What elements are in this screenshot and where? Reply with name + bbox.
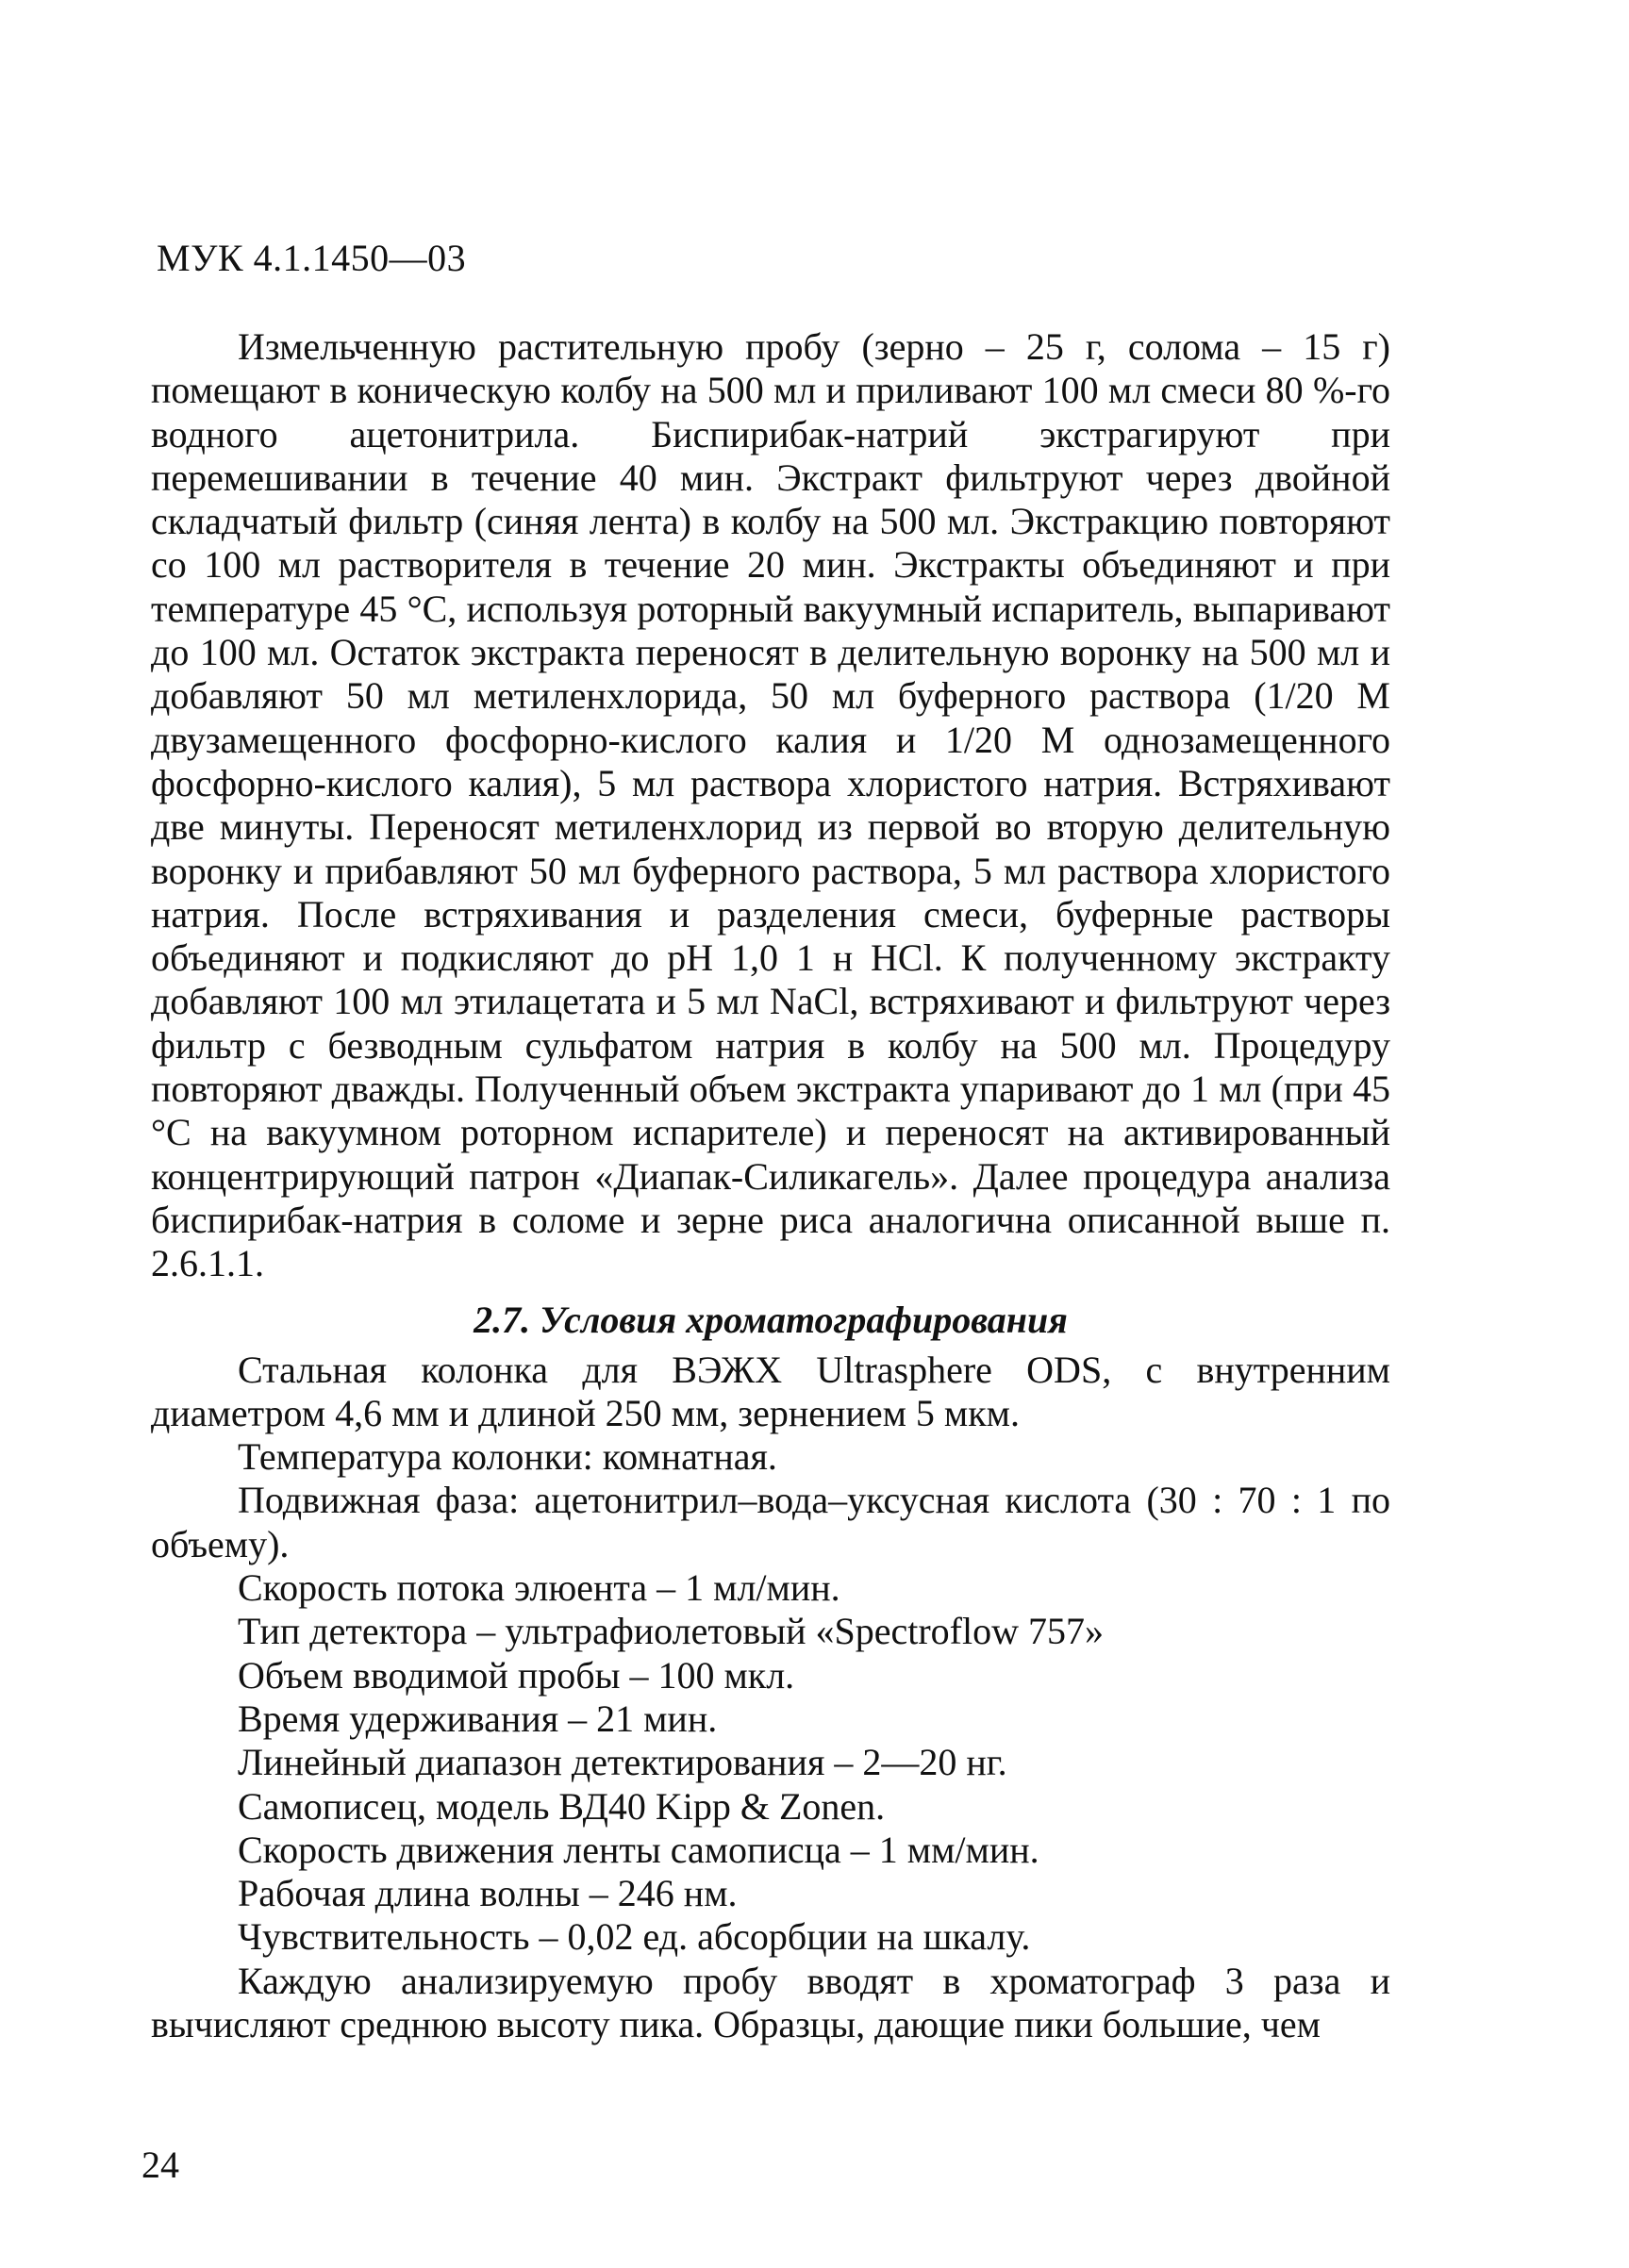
condition-column-temperature: Температура колонки: комнатная. (238, 1435, 777, 1479)
page-body (151, 325, 1390, 2046)
condition-detector: Тип детектора – ультрафиолетовый «Spectroflow 757» (238, 1610, 1104, 1653)
extraction-paragraph: Измельченную растительную пробу (зерно – 25 г, солома – 15 г) помещают в коническую колбу на 500 мл и приливают 100 мл смеси 80 %-го водного ацетонитрила. Биспирибак-натрий экстрагируют при перемешивании в течение 40 мин. Экстракт фильтруют через двойной складчатый фильтр (синяя лента) в колбу на 500 мл. Экстракцию повторяют со 100 мл растворителя в течение 20 мин. Экстракты объединяют и при температуре 45 °С, используя роторный вакуумный испаритель, выпаривают до 100 мл. Остаток экстракта переносят в делительную воронку на 500 мл и добавляют 50 мл метиленхлорида, 50 мл буферного раствора (1/20 М двузамещенного фосфорно-кислого калия и 1/20 М однозамещенного фосфорно-кислого калия), 5 мл раствора хлористого натрия. Встряхивают две минуты. Переносят метиленхлорид из первой во вторую делительную воронку и прибавляют 50 мл буферного раствора, 5 мл раствора хлористого натрия. После встряхивания и разделения смеси, буферные растворы объединяют и подкисляют до рН 1,0 1 н HCl. К полученному экстракту добавляют 100 мл этилацетата и 5 мл NaCl, встряхивают и фильтруют через фильтр с безводным сульфатом натрия в колбу на 500 мл. Процедуру повторяют дважды. Полученный объем экстракта упаривают до 1 мл (при 45 °С на вакуумном роторном испарителе) и переносят на активированный концентрирующий патрон «Диапак-Силикагель». Далее процедура анализа биспирибак-натрия в соломе и зерне риса аналогична описанной выше п. 2.6.1.1. (151, 325, 1390, 1285)
chromatography-conditions-list (151, 1349, 1390, 1960)
page-number: 24 (141, 2144, 179, 2186)
section-title: 2.7. Условия хроматографирования (474, 1298, 1068, 1341)
condition-wavelength: Рабочая длина волны – 246 нм. (238, 1872, 738, 1915)
condition-recorder: Самописец, модель ВД40 Kipp & Zonen. (238, 1784, 886, 1828)
condition-flow-rate: Скорость потока элюента – 1 мл/мин. (238, 1566, 840, 1610)
condition-chart-speed: Скорость движения ленты самописца – 1 мм/мин. (238, 1828, 1039, 1871)
condition-mobile-phase: Подвижная фаза: ацетонитрил–вода–уксусная кислота (30 : 70 : 1 по объему). (151, 1479, 1390, 1565)
condition-sensitivity: Чувствительность – 0,02 ед. абсорбции на шкалу. (238, 1915, 1031, 1959)
document-code: МУК 4.1.1450—03 (157, 237, 467, 279)
condition-column: Стальная колонка для ВЭЖХ Ultrasphere ODS, с внутренним диаметром 4,6 мм и длиной 250 мм, зернением 5 мкм. (151, 1348, 1390, 1434)
closing-paragraph: Каждую анализируемую пробу вводят в хроматограф 3 раза и вычисляют среднюю высоту пика. Образцы, дающие пики большие, чем (151, 1959, 1390, 2045)
condition-injection-volume: Объем вводимой пробы – 100 мкл. (238, 1653, 795, 1697)
condition-retention-time: Время удерживания – 21 мин. (238, 1697, 718, 1740)
condition-linear-range: Линейный диапазон детектирования – 2—20 нг. (238, 1741, 1007, 1784)
